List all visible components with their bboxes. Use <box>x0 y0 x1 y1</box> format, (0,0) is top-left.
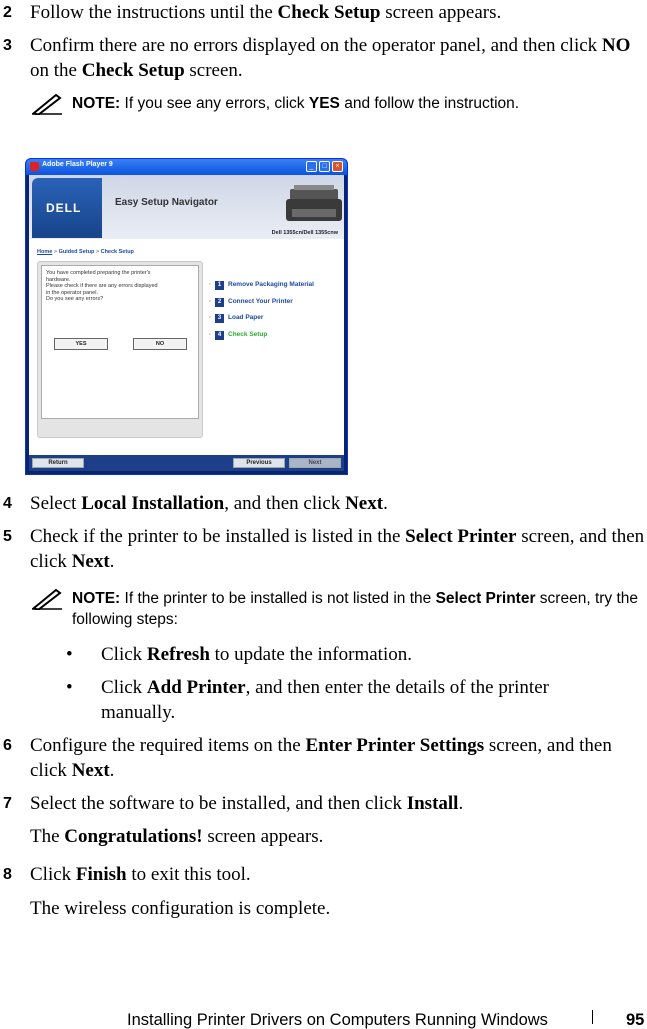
step-text: Configure the required items on the Enter Printer Settings screen, and then click Next. <box>30 735 612 781</box>
step-text: Select the software to be installed, and then click Install. <box>30 793 464 814</box>
breadcrumb-check-setup: Check Setup <box>100 249 134 255</box>
step-text: Click Finish to exit this tool. <box>30 864 251 885</box>
previous-button: Previous <box>233 458 285 468</box>
step-number: 5 <box>3 528 12 545</box>
banner-title: Easy Setup Navigator <box>115 197 218 208</box>
title-bar <box>26 159 347 175</box>
pencil-icon <box>32 588 62 610</box>
step-number: 8 <box>3 866 12 883</box>
step-number: 7 <box>3 795 12 812</box>
check-setup-panel <box>37 261 203 438</box>
step-number: 4 <box>3 495 12 512</box>
minimize-icon: _ <box>306 161 317 172</box>
breadcrumb-guided-setup: Guided Setup <box>58 249 95 255</box>
maximize-icon: □ <box>319 161 330 172</box>
dell-logo: DELL <box>32 178 102 238</box>
printer-icon <box>284 185 344 225</box>
window-client: DELL Easy Setup Navigator Dell 1355cn/Dell 1355cnw Home > Guided Setup > Check Setup You have completed preparing the printer's hardware. Please check if there are any errors displayed in the operator panel. Do you see any errors? YES NO · 1 Remove Packaging Material · 2 Connect Your Printer · 3 Load Paper · 4 Check Setup Return Previous Next <box>29 175 344 471</box>
next-button: Next <box>289 458 341 468</box>
footer-divider <box>592 1010 593 1024</box>
navigator-footer <box>29 455 344 471</box>
completion-paragraph: The wireless configuration is complete. <box>30 898 331 919</box>
flash-icon <box>30 162 39 171</box>
easy-setup-navigator-screenshot <box>25 158 348 475</box>
step-text: Confirm there are no errors displayed on the operator panel, and then click NO on the Check Setup screen. <box>30 35 631 81</box>
footer-section-title: Installing Printer Drivers on Computers Running Windows <box>127 1011 548 1029</box>
step-text: Select Local Installation, and then click Next. <box>30 493 388 514</box>
step-number: 2 <box>3 4 12 21</box>
step-text: Follow the instructions until the Check Setup screen appears. <box>30 2 502 23</box>
yes-button: YES <box>54 338 108 350</box>
model-name: Dell 1355cn/Dell 1355cnw <box>271 230 338 236</box>
close-icon: × <box>332 161 343 172</box>
step-number: 3 <box>3 37 12 54</box>
no-button: NO <box>133 338 187 350</box>
breadcrumb: Home > Guided Setup > Check Setup <box>37 249 134 255</box>
check-setup-message: You have completed preparing the printer's hardware. Please check if there are any errors displayed in the operator panel. Do you see any errors? <box>46 270 158 302</box>
return-button: Return <box>32 458 84 468</box>
window-title: Adobe Flash Player 9 <box>42 161 113 168</box>
step-number: 6 <box>3 737 12 754</box>
banner <box>29 175 344 239</box>
pencil-icon <box>32 93 62 115</box>
congratulations-paragraph: The Congratulations! screen appears. <box>30 826 324 847</box>
note-text: NOTE: If the printer to be installed is not listed in the Select Printer screen, try the following steps: <box>72 590 639 628</box>
step-text: Check if the printer to be installed is listed in the Select Printer screen, and then click Next. <box>30 526 645 572</box>
breadcrumb-home: Home <box>37 249 53 255</box>
note-text: NOTE: If you see any errors, click YES and follow the instruction. <box>72 95 520 112</box>
page-number: 95 <box>626 1011 645 1029</box>
